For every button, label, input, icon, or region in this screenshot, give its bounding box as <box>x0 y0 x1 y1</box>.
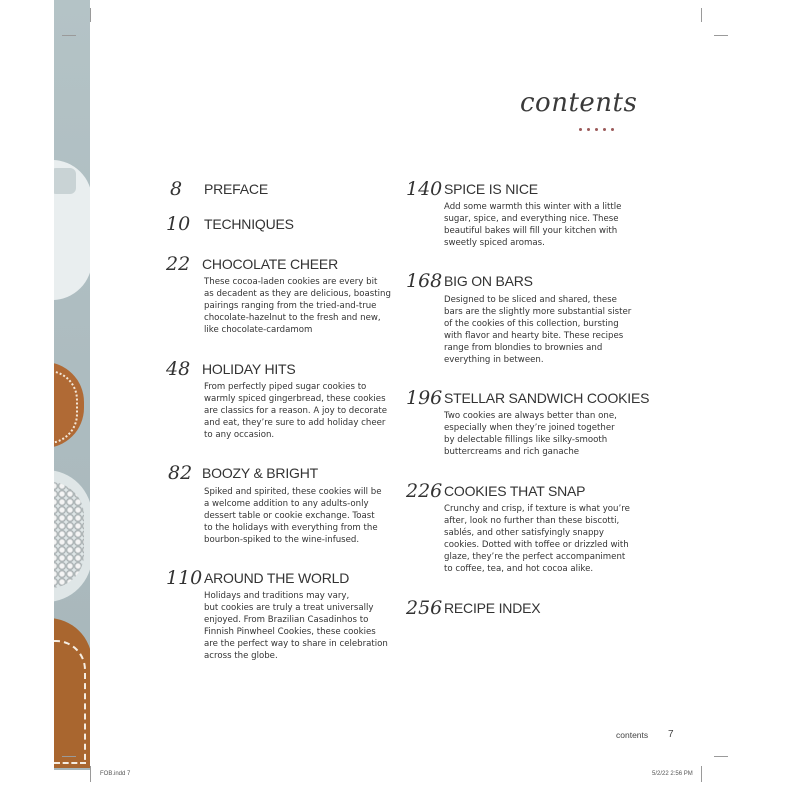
title-ornament-dots <box>579 128 619 134</box>
toc-description: From perfectly piped sugar cookies to warmly spiced gingerbread, these cookies are classics for a reason. A joy to decorate and eat, they’re sure to add holiday cheer to any occasion. <box>204 382 387 440</box>
crop-mark <box>701 766 702 782</box>
cup-shape <box>54 168 76 194</box>
toc-page-number: 196 <box>406 387 443 409</box>
toc-heading: AROUND THE WORLD <box>204 570 350 586</box>
toc-page-number: 48 <box>166 358 191 380</box>
cookie-photo-strip <box>54 0 90 770</box>
toc-heading: STELLAR SANDWICH COOKIES <box>444 390 650 406</box>
toc-page-number: 10 <box>166 213 191 235</box>
toc-description: Two cookies are always better than one, especially when they’re joined together by delectable fillings like silky-smooth buttercreams and rich ganache <box>444 411 617 457</box>
toc-page-number: 82 <box>168 462 193 484</box>
crop-mark <box>714 756 728 757</box>
toc-heading: HOLIDAY HITS <box>202 361 296 377</box>
running-footer: contents <box>616 730 649 740</box>
toc-heading: RECIPE INDEX <box>444 600 541 616</box>
toc-page-number: 168 <box>406 270 443 292</box>
toc-description: Add some warmth this winter with a little sugar, spice, and everything nice. These beautiful bakes will fill your kitchen with sweetly spiced aromas. <box>444 202 622 248</box>
slug-timestamp: 5/2/22 2:56 PM <box>652 771 693 777</box>
crop-mark <box>701 8 702 22</box>
crop-mark <box>62 35 76 36</box>
toc-page-number: 256 <box>406 597 443 619</box>
toc-heading: SPICE IS NICE <box>444 181 538 197</box>
toc-description: These cocoa-laden cookies are every bit as decadent as they are delicious, boasting pairings ranging from the tried-and-true chocolate-hazelnut to the fresh and new, like chocolate-cardamom <box>204 277 391 335</box>
toc-page-number: 140 <box>406 178 443 200</box>
toc-heading: PREFACE <box>204 181 268 197</box>
toc-description: Designed to be sliced and shared, these bars are the slightly more substantial sister of the cookies of this collection, bursting with flavor and hearty bite. These recipes range from blondies to brownies and everything in between. <box>444 295 632 365</box>
crop-mark <box>62 756 76 757</box>
toc-description: Spiked and spirited, these cookies will be a welcome addition to any adults-only dessert table or cookie exchange. Toast to the holidays with everything from the bourbon-spiked to the wine-infused. <box>204 487 382 545</box>
toc-heading: CHOCOLATE CHEER <box>202 256 338 272</box>
toc-page-number: 110 <box>166 567 203 589</box>
toc-page-number: 226 <box>406 480 443 502</box>
cookie-icing-lower <box>54 640 86 764</box>
slug-filename: FOB.indd 7 <box>100 771 131 777</box>
crop-mark <box>714 35 728 36</box>
crop-mark <box>90 766 91 782</box>
toc-description: Holidays and traditions may vary, but cookies are truly a treat universally enjoyed. From Brazilian Casadinhos to Finnish Pinwheel Cookies, these cookies are the perfect way to share in celebration across the globe. <box>204 591 388 661</box>
toc-description: Crunchy and crisp, if texture is what you’re after, look no further than these biscotti, sablés, and other satisfyingly snappy cookies. Dotted with toffee or drizzled with glaze, they’re the perfect accompaniment to coffee, tea, and hot cocoa alike. <box>444 504 630 574</box>
toc-heading: BOOZY & BRIGHT <box>202 465 318 481</box>
toc-page-number: 8 <box>170 178 183 200</box>
folio-page-number: 7 <box>668 729 674 740</box>
toc-heading: COOKIES THAT SNAP <box>444 483 586 499</box>
toc-page-number: 22 <box>166 253 191 275</box>
toc-heading: BIG ON BARS <box>444 273 533 289</box>
toc-heading: TECHNIQUES <box>204 216 294 232</box>
page-title: contents <box>520 88 638 118</box>
crop-mark <box>90 8 91 22</box>
